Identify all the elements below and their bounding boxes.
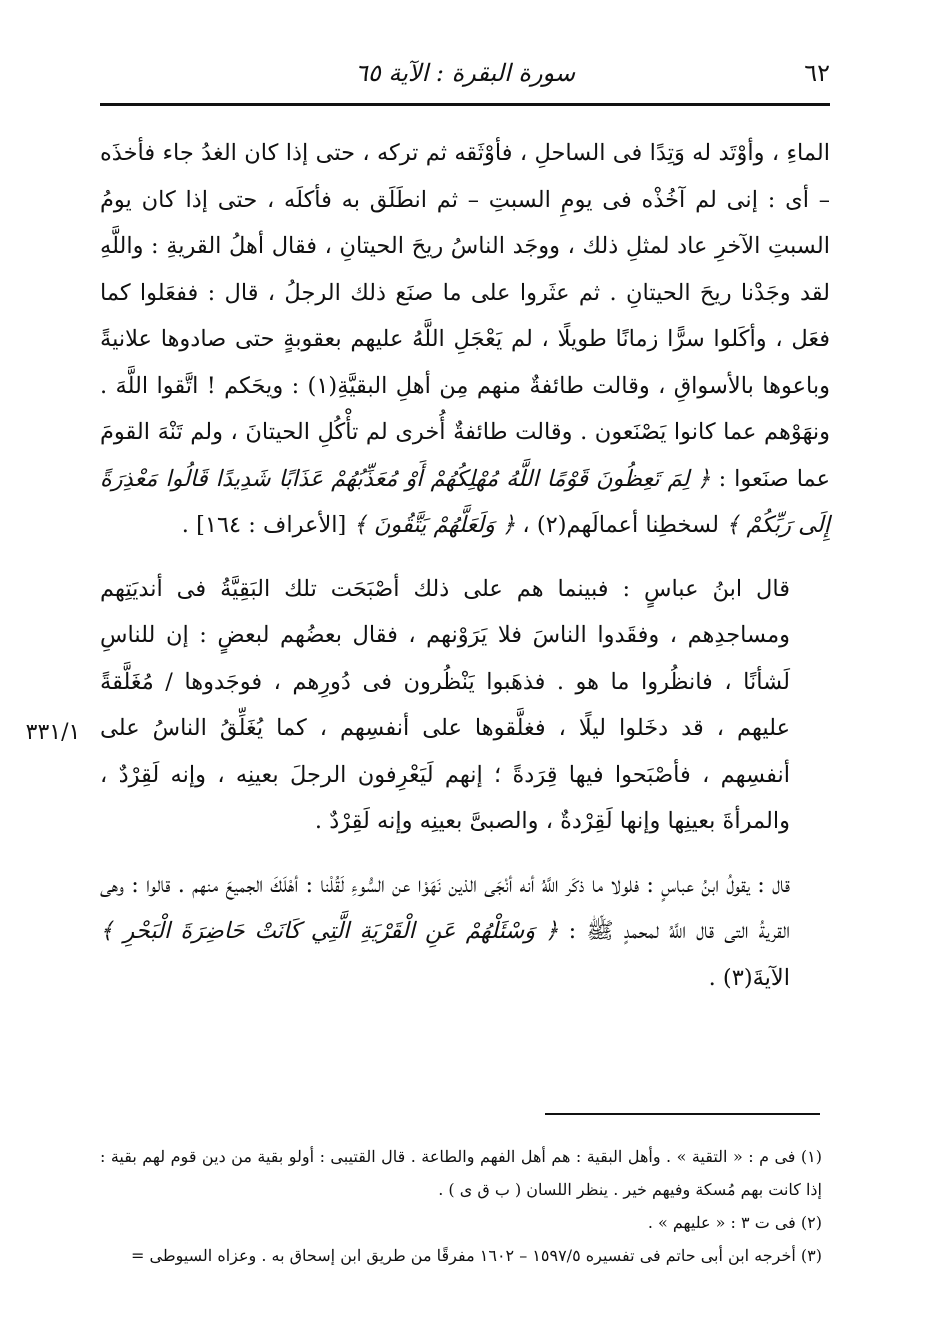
paragraph-2-text: قال ابنُ عباسٍ : فبينما هم على ذلك أصْبَحَت تلك البَقِيَّةُ فى أنديَتِهم ومساجدِهم ، وفقَدوا الناسَ فلا يَرَوْنهم ، فقال بعضُهم لبعضٍ : إن للناسِ لَشأنًا ، فانظُروا ما هو . فذهَبوا يَنْظُرون فى دُورِهم ، فوجَدوها / مُغَلَّقةً عليهم ، قد دخَلوا ليلًا ، فغلَّقوها على أنفسِهم ، كما يُغَلِّقُ الناسُ على أنفسِهم ، فأصْبَحوا فيها قِرَدةً ؛ إنهم لَيَعْرِفون الرجلَ بعينِه ، وإنه لَقِرْدٌ ، والمرأةَ بعينِها وإنها لَقِرْدةٌ ، والصبىَّ بعينِه وإنه لَقِرْدٌ . [100,575,790,834]
page-number: ٦٢ [804,59,830,87]
quran-quote-2: ﴿ وَلَعَلَّهُمْ يَتَّقُونَ ﴾ [353,512,516,538]
margin-reference: ٣٣١/١ [25,720,81,745]
paragraph-3-text: قال : يقولُ ابنُ عباسٍ : فلولا ما ذكَر اللَّهُ أنه أنْجَى الذين نَهَوْا عن السُّوءِ لَقُلْنا : أهْلَكَ الجميعَ منهم . قالوا : وهى القريةُ التى قال اللَّهُ لمحمدٍ ﷺ : [100,871,791,944]
paragraph-1-end: [الأعراف : ١٦٤] . [181,512,347,538]
footnote-rule [545,1113,820,1115]
footnotes [100,1140,822,1272]
footnote-1: (١) فى م : « التقية » . وأهل البقية : هم أهل الفهم والطاعة . قال القتيبى : أولو بقية من دين قوم لهم بقية : إذا كانت بهم مُسكة وفيهم خير . ينظر اللسان ( ب ق ى ) . [100,1147,822,1199]
quran-quote-1: ﴿ لِمَ تَعِظُونَ قَوْمًا اللَّهُ مُهْلِكُهُمْ أَوْ مُعَذِّبُهُمْ عَذَابًا شَدِيدًا قَالُوا مَعْذِرَةً إِلَى رَبِّكُمْ ﴾ [100,465,830,538]
paragraph-1-mid: لسخطِنا أعمالَهم(٢) ، [522,512,719,538]
quran-quote-3: ﴿ وَسْئَلْهُمْ عَنِ الْقَرْيَةِ الَّتِي كَانَتْ حَاضِرَةَ الْبَحْرِ ﴾ [100,918,559,944]
paragraph-3-end: الآيةَ(٣) . [708,964,790,991]
footnote-2: (٢) فى ت ٣ : « عليهم » . [647,1213,822,1232]
header-rule [100,103,830,106]
main-text [100,130,830,1001]
running-title: سورة البقرة : الآية ٦٥ [354,59,576,87]
paragraph-2 [100,566,830,845]
paragraph-1 [100,130,830,549]
footnote-3: (٣) أخرجه ابن أبى حاتم فى تفسيره ١٥٩٧/٥ – ١٦٠٢ مفرقًا من طريق ابن إسحاق به . وعزاه السيوطى = [131,1246,822,1265]
running-head [100,55,830,99]
paragraph-1-text: الماءِ ، وأوْتَد له وَتِدًا فى الساحلِ ، فأوْثَقه ثم تركه ، حتى إذا كان الغدُ جاء فأخذَه – أى : إنى لم آخُذْه فى يومِ السبتِ – ثم انطَلَق به فأكلَه ، حتى إذا كان يومُ السبتِ الآخرِ عاد لمثلِ ذلك ، ووجَد الناسُ ريحَ الحيتانِ ، فقال أهلُ القريةِ : واللَّهِ لقد وجَدْنا ريحَ الحيتانِ . ثم عثَروا على ما صنَع ذلك الرجلُ ، قال : ففعَلوا كما فعَل ، وأكَلوا سرًّا زمانًا طويلًا ، لم يَعْجَلِ اللَّهُ عليهم بعقوبةٍ حتى صادوها علانيةً وباعوها بالأسواقِ ، وقالت طائفةٌ منهم مِن أهلِ البقيَّةِ(١) : ويحَكم ! اتَّقوا اللَّهَ . ونهَوْهم عما كانوا يَصْنَعون . وقالت طائفةٌ أُخرى لم تأْكُلِ الحيتانَ ، ولم تَنْهَ القومَ عما صنَعوا : [100,140,830,492]
paragraph-3 [100,862,830,1002]
